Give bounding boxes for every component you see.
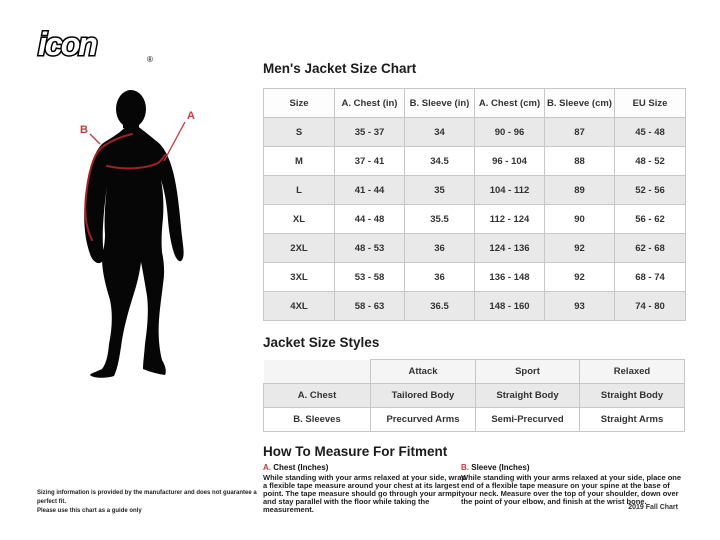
chest-in-cell: 58 - 63 <box>335 292 405 321</box>
eu-size-cell: 45 - 48 <box>615 118 686 147</box>
sleeve-cm-cell: 89 <box>545 176 615 205</box>
sleeve-cm-cell: 92 <box>545 263 615 292</box>
eu-size-cell: 56 - 62 <box>615 205 686 234</box>
style-column-header: Relaxed <box>580 360 685 384</box>
size-chart-table <box>263 88 686 321</box>
style-chart-header-row <box>264 360 685 384</box>
table-row <box>264 384 685 408</box>
size-cell: S <box>264 118 335 147</box>
icon-logo-text: icon <box>38 26 96 62</box>
style-chart-title: Jacket Size Styles <box>263 335 380 350</box>
table-row <box>264 234 686 263</box>
chest-in-cell: 44 - 48 <box>335 205 405 234</box>
sleeve-in-cell: 34 <box>405 118 475 147</box>
sleeve-in-cell: 35 <box>405 176 475 205</box>
eu-size-cell: 74 - 80 <box>615 292 686 321</box>
sleeve-cm-cell: 93 <box>545 292 615 321</box>
column-header: A. Chest (in) <box>335 89 405 118</box>
style-cell: Tailored Body <box>371 384 476 408</box>
size-chart-title: Men's Jacket Size Chart <box>263 61 417 76</box>
registered-mark: ® <box>147 55 153 64</box>
column-header: Size <box>264 89 335 118</box>
chest-cm-cell: 104 - 112 <box>475 176 545 205</box>
size-cell: M <box>264 147 335 176</box>
eu-size-cell: 68 - 74 <box>615 263 686 292</box>
chest-in-cell: 35 - 37 <box>335 118 405 147</box>
chest-cm-cell: 148 - 160 <box>475 292 545 321</box>
label-b-pointer <box>90 134 100 144</box>
column-header: EU Size <box>615 89 686 118</box>
measure-sleeve-prefix: B. <box>461 463 469 472</box>
sleeve-in-cell: 36 <box>405 234 475 263</box>
measure-sleeve-column <box>461 463 687 506</box>
disclaimer-line-2: Please use this chart as a guide only <box>37 508 142 514</box>
chest-in-cell: 41 - 44 <box>335 176 405 205</box>
label-a-pointer <box>164 122 185 161</box>
sleeve-cm-cell: 87 <box>545 118 615 147</box>
style-cell: Precurved Arms <box>371 408 476 432</box>
measure-sleeve-heading-text: Sleeve (Inches) <box>471 463 530 472</box>
table-row <box>264 292 686 321</box>
sleeve-in-cell: 35.5 <box>405 205 475 234</box>
measure-chest-heading <box>263 463 469 472</box>
table-row <box>264 147 686 176</box>
table-row <box>264 263 686 292</box>
measure-sleeve-heading <box>461 463 687 472</box>
chest-in-cell: 48 - 53 <box>335 234 405 263</box>
icon-logo <box>34 22 164 71</box>
style-cell: Straight Arms <box>580 408 685 432</box>
style-cell: Straight Body <box>580 384 685 408</box>
measure-chest-column <box>263 463 469 514</box>
column-header: B. Sleeve (in) <box>405 89 475 118</box>
size-cell: L <box>264 176 335 205</box>
chest-label-a: A <box>187 110 195 122</box>
chest-cm-cell: 96 - 104 <box>475 147 545 176</box>
chest-cm-cell: 112 - 124 <box>475 205 545 234</box>
measure-chest-prefix: A. <box>263 463 271 472</box>
sleeve-cm-cell: 92 <box>545 234 615 263</box>
sleeve-in-cell: 36.5 <box>405 292 475 321</box>
chest-cm-cell: 124 - 136 <box>475 234 545 263</box>
row-header: B. Sleeves <box>264 408 371 432</box>
chest-cm-cell: 90 - 96 <box>475 118 545 147</box>
eu-size-cell: 52 - 56 <box>615 176 686 205</box>
sizing-disclaimer <box>37 489 257 516</box>
table-row <box>264 205 686 234</box>
measure-section-title: How To Measure For Fitment <box>263 444 448 459</box>
table-row <box>264 118 686 147</box>
chart-edition: 2019 Fall Chart <box>628 504 678 511</box>
silhouette-body <box>84 124 183 378</box>
table-row <box>264 176 686 205</box>
table-row <box>264 408 685 432</box>
style-cell: Straight Body <box>476 384 580 408</box>
eu-size-cell: 62 - 68 <box>615 234 686 263</box>
eu-size-cell: 48 - 52 <box>615 147 686 176</box>
measure-sleeve-instructions: While standing with your arms relaxed at your side, place one end of a flexible tape measure on your spine at the base of your neck. Measure over the top of your shoulder, down over the point of your elbow, and finish at the wrist bone. <box>461 473 682 506</box>
icon-logo-graphic <box>34 22 164 66</box>
blank-cell <box>264 360 371 384</box>
row-header: A. Chest <box>264 384 371 408</box>
sleeve-label-b: B <box>80 124 88 136</box>
sleeve-cm-cell: 90 <box>545 205 615 234</box>
style-cell: Semi-Precurved <box>476 408 580 432</box>
chest-in-cell: 53 - 58 <box>335 263 405 292</box>
size-chart-header-row <box>264 89 686 118</box>
sleeve-in-cell: 36 <box>405 263 475 292</box>
size-cell: 3XL <box>264 263 335 292</box>
style-chart-table <box>263 359 685 432</box>
chest-in-cell: 37 - 41 <box>335 147 405 176</box>
silhouette-graphic <box>40 82 260 402</box>
size-cell: 2XL <box>264 234 335 263</box>
disclaimer-line-1: Sizing information is provided by the manufacturer and does not guarantee a perfect fit. <box>37 490 257 505</box>
measurement-figure <box>40 82 260 407</box>
sleeve-in-cell: 34.5 <box>405 147 475 176</box>
measure-chest-instructions: While standing with your arms relaxed at your side, wrap a flexible tape measure around your chest at its largest point. The tape measure should go through your armpit and stay parallel with the floor while taking the measurement. <box>263 473 466 514</box>
column-header: A. Chest (cm) <box>475 89 545 118</box>
style-column-header: Attack <box>371 360 476 384</box>
sleeve-cm-cell: 88 <box>545 147 615 176</box>
size-cell: 4XL <box>264 292 335 321</box>
column-header: B. Sleeve (cm) <box>545 89 615 118</box>
size-cell: XL <box>264 205 335 234</box>
chest-cm-cell: 136 - 148 <box>475 263 545 292</box>
measure-chest-heading-text: Chest (Inches) <box>273 463 329 472</box>
style-column-header: Sport <box>476 360 580 384</box>
